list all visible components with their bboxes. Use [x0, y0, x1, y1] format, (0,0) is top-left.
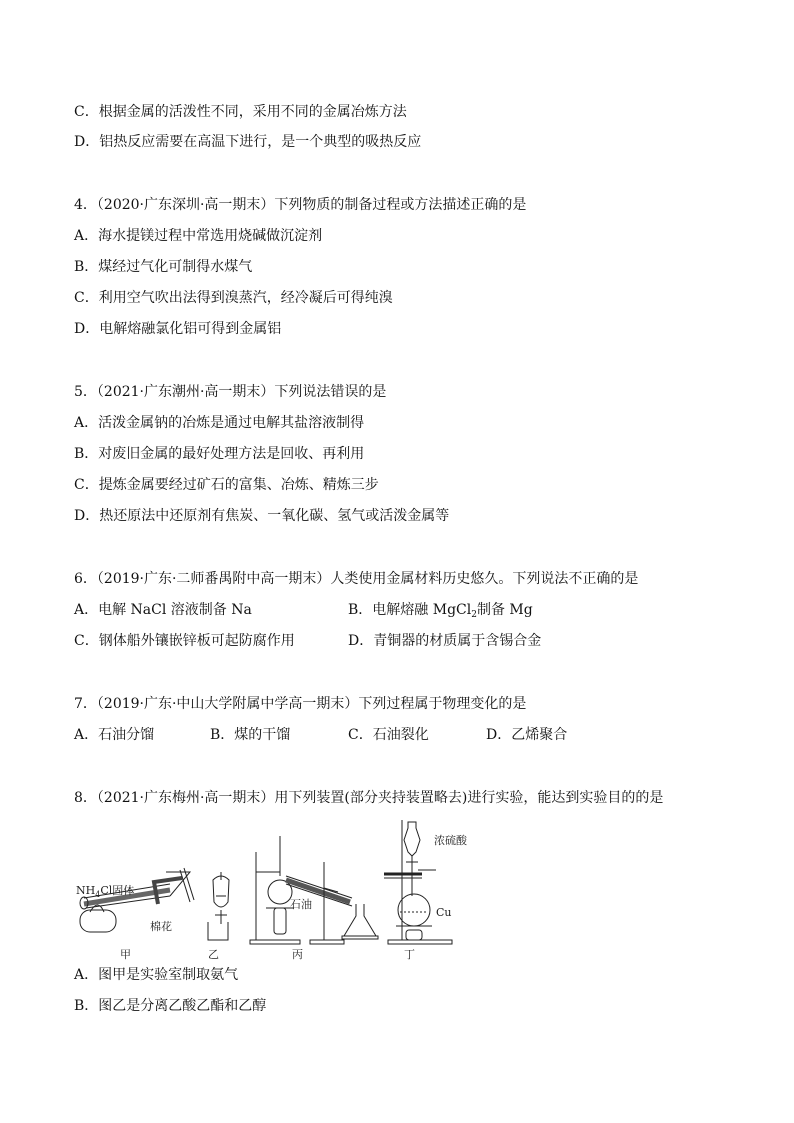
- stand-base-bing: [250, 940, 300, 944]
- q3-option-c: C．根据金属的活泼性不同，采用不同的金属冶炼方法: [74, 104, 407, 120]
- apparatus-bing: [250, 836, 378, 944]
- label-nh4cl-text: NH: [76, 884, 96, 897]
- q4-option-a: A．海水提镁过程中常选用烧碱做沉淀剂: [74, 228, 323, 244]
- q6-option-b-text-end: 制备 Mg: [476, 602, 533, 618]
- distilling-flask: [268, 880, 292, 904]
- q5-option-d: D．热还原法中还原剂有焦炭、一氧化碳、氢气或活泼金属等: [74, 508, 450, 524]
- q6-option-a: A．电解 NaCl 溶液制备 Na: [74, 602, 252, 618]
- q5-option-c: C．提炼金属要经过矿石的富集、冶炼、精炼三步: [74, 477, 379, 493]
- alcohol-burner-ding: [406, 930, 422, 940]
- conical-flask: [344, 904, 376, 936]
- label-nh4cl-subscript: 4: [95, 890, 101, 899]
- q4-option-b: B．煤经过气化可制得水煤气: [74, 259, 253, 275]
- label-petroleum: 石油: [290, 898, 312, 911]
- q6-stem: 6．（2019·广东·二师番禺附中高一期末）人类使用金属材料历史悠久。下列说法不正确的是: [74, 571, 639, 587]
- label-nh4cl-text-end: Cl固体: [100, 884, 135, 897]
- q7-stem: 7．（2019·广东·中山大学附属中学高一期末）下列过程属于物理变化的是: [74, 696, 527, 712]
- q7-option-b: B．煤的干馏: [210, 727, 291, 743]
- q4-option-d: D．电解熔融氯化铝可得到金属铝: [74, 321, 282, 337]
- caption-yi: 乙: [208, 948, 219, 961]
- q6-option-c: C．钢体船外镶嵌锌板可起防腐作用: [74, 633, 295, 649]
- q5-option-b: B．对废旧金属的最好处理方法是回收、再利用: [74, 446, 365, 462]
- q6-option-b-subscript: 2: [471, 610, 477, 620]
- q7-option-a: A．石油分馏: [74, 727, 155, 743]
- q4-option-c: C．利用空气吹出法得到溴蒸汽，经冷凝后可得纯溴: [74, 290, 393, 306]
- caption-ding: 丁: [404, 948, 415, 961]
- q7-option-c: C．石油裂化: [348, 727, 429, 743]
- q4-stem: 4．（2020·广东深圳·高一期末）下列物质的制备过程或方法描述正确的是: [74, 197, 527, 213]
- label-cu: Cu: [436, 906, 452, 919]
- q6-option-d: D．青铜器的材质属于含锡合金: [348, 633, 542, 649]
- separatory-funnel: [213, 876, 229, 907]
- q8-option-a: A．图甲是实验室制取氨气: [74, 967, 239, 983]
- alcohol-burner-bing: [274, 908, 286, 934]
- apparatus-drawing: [70, 812, 490, 962]
- q5-stem: 5．（2021·广东潮州·高一期末）下列说法错误的是: [74, 384, 387, 400]
- q7-option-d: D．乙烯聚合: [486, 727, 568, 743]
- q8-apparatus-figure: [70, 812, 490, 962]
- q6-option-b-text: B．电解熔融 MgCl: [348, 602, 472, 618]
- q3-option-d: D．铝热反应需要在高温下进行，是一个典型的吸热反应: [74, 134, 422, 150]
- label-concentrated-sulfuric-acid: 浓硫酸: [434, 834, 467, 847]
- caption-bing: 丙: [292, 948, 303, 961]
- q5-option-a: A．活泼金属钠的冶炼是通过电解其盐溶液制得: [74, 415, 365, 431]
- alcohol-burner-jia: [80, 910, 116, 932]
- label-cotton: 棉花: [150, 920, 172, 933]
- apparatus-jia: [80, 868, 194, 932]
- dropping-funnel: [404, 822, 420, 856]
- q8-stem: 8．（2021·广东梅州·高一期末）用下列装置(部分夹持装置略去)进行实验，能达到实验目的的是: [74, 790, 664, 806]
- q6-option-b: [348, 601, 533, 619]
- round-bottom-flask: [398, 894, 430, 926]
- label-nh4cl: [76, 883, 134, 899]
- stand-base-bing-2: [310, 940, 344, 944]
- caption-jia: 甲: [120, 948, 131, 961]
- beaker-yi: [208, 922, 228, 940]
- q8-option-b: B．图乙是分离乙酸乙酯和乙醇: [74, 998, 267, 1014]
- apparatus-yi: [208, 872, 229, 940]
- stand-base-ding: [388, 940, 452, 944]
